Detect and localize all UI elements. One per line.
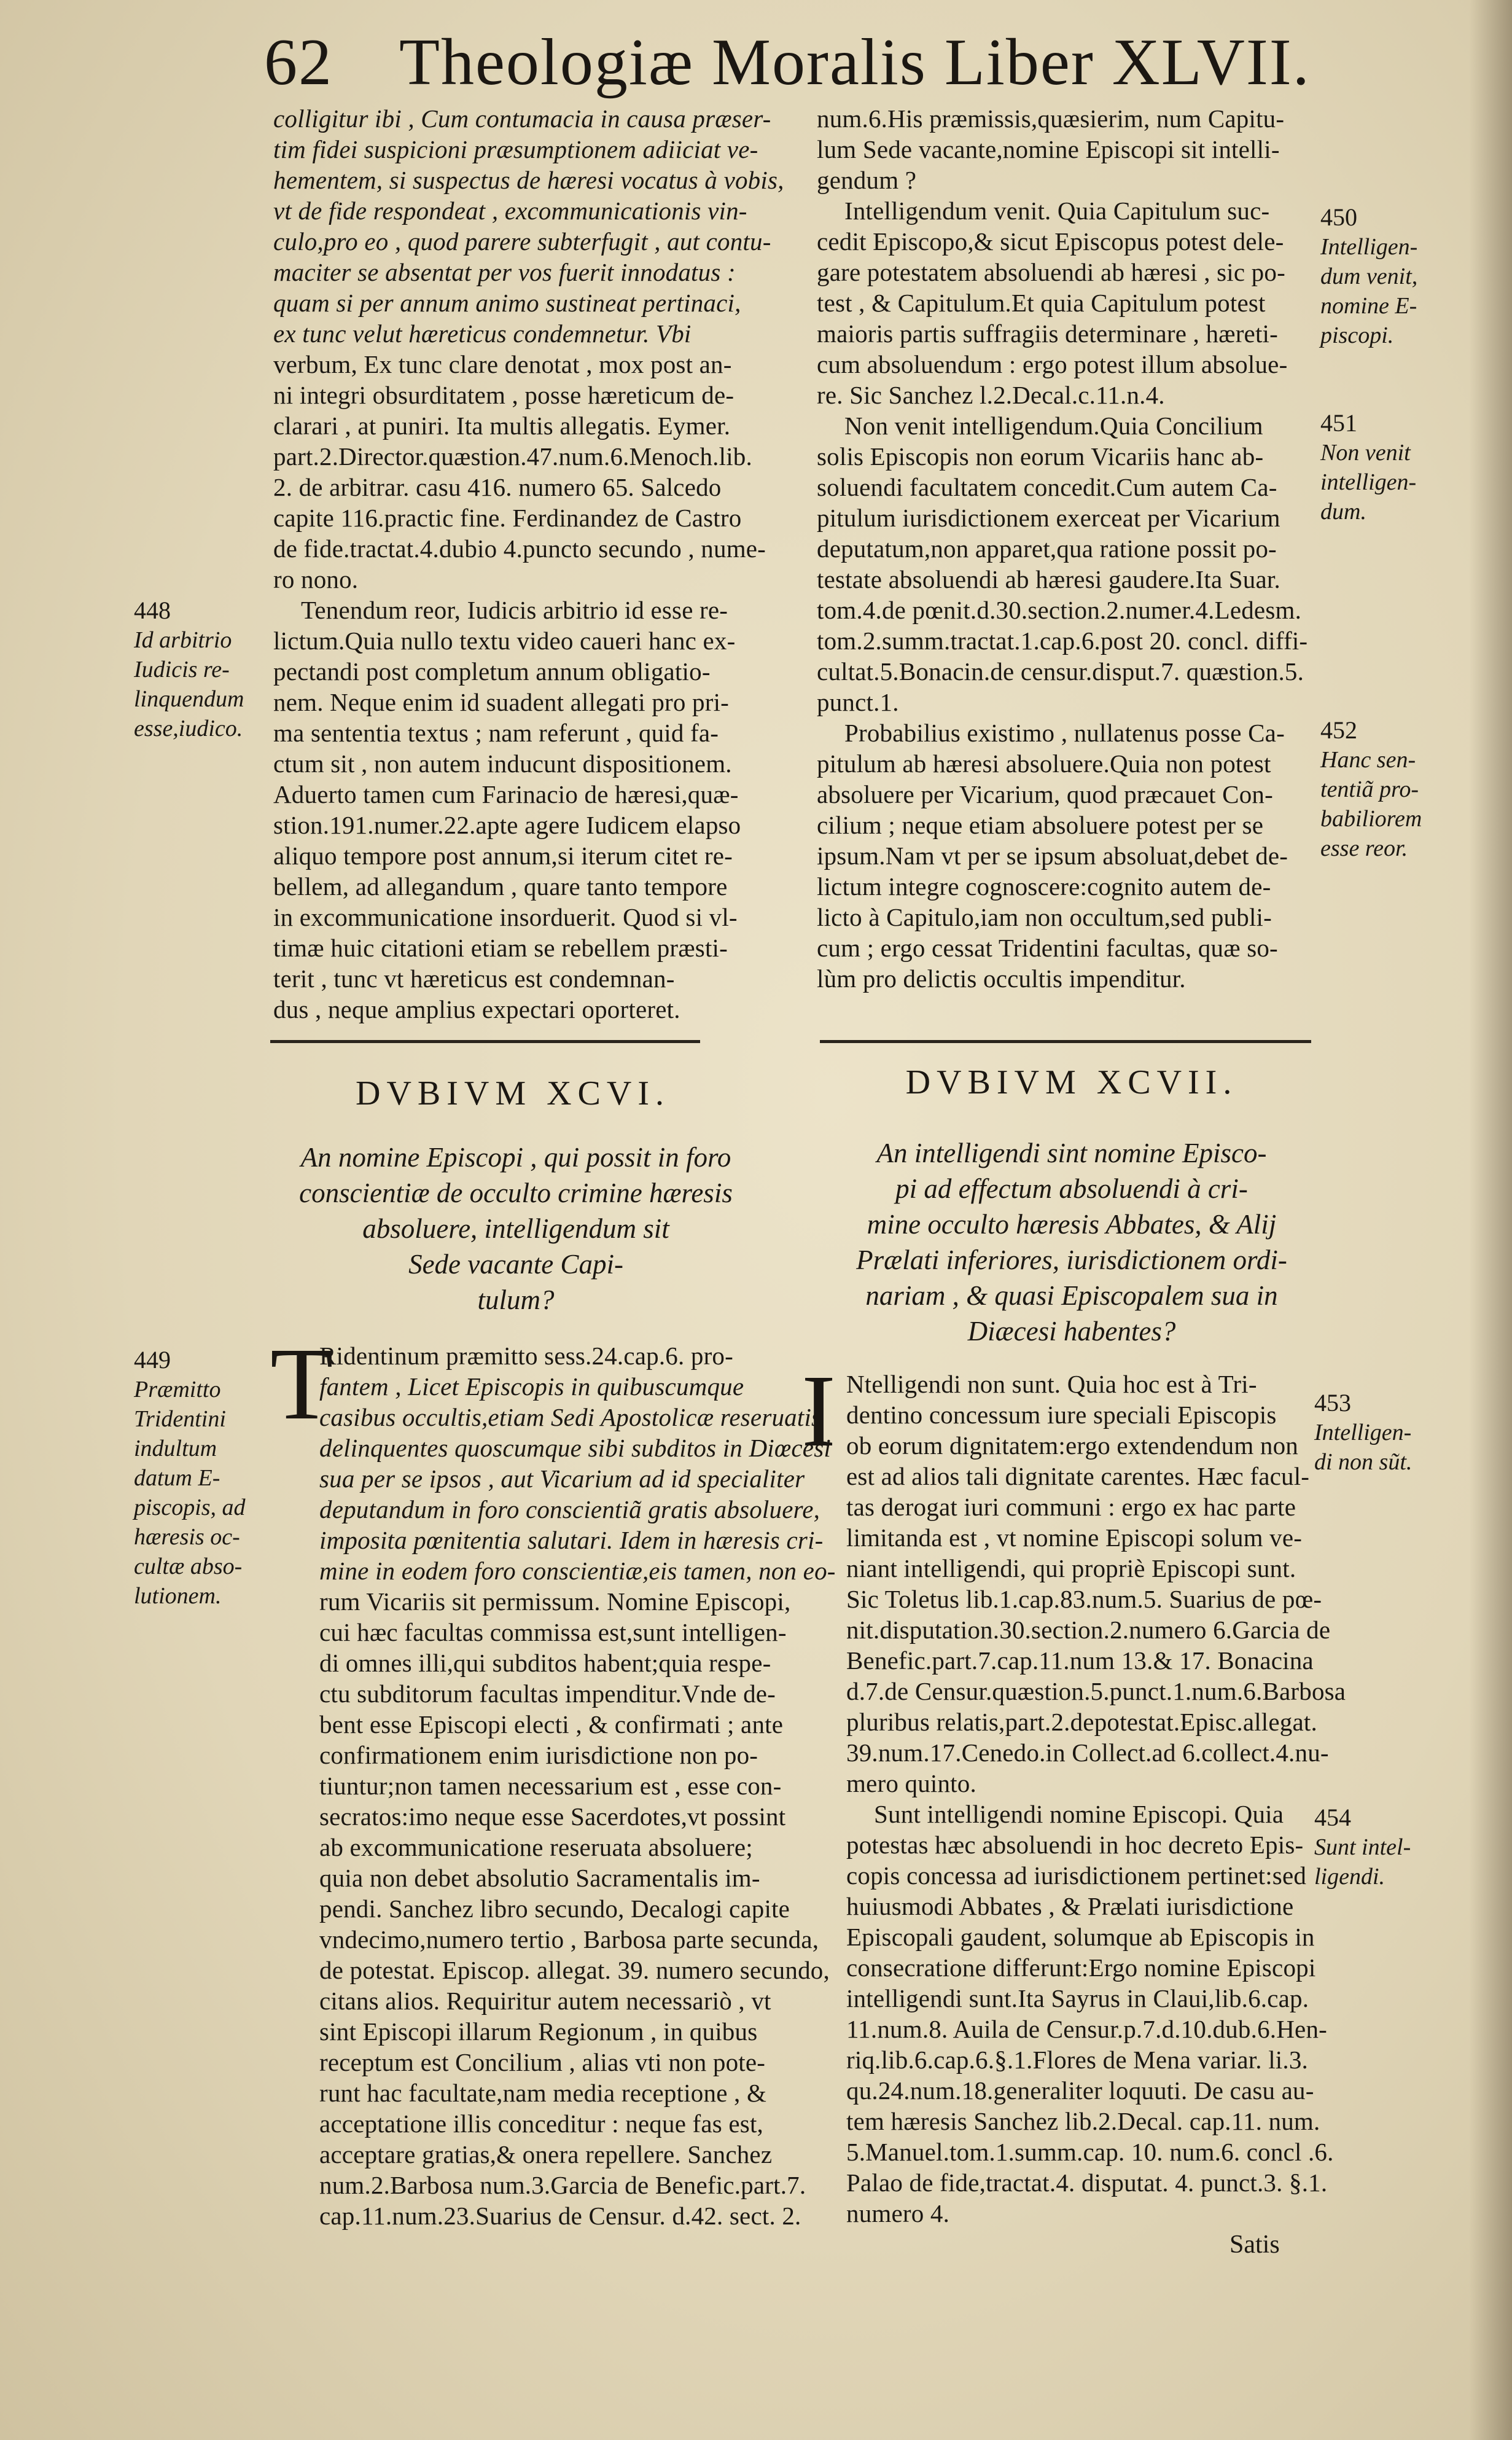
text-line: cedit Episcopo,& sicut Episcopus potest dele- bbox=[817, 227, 1284, 256]
text-line: culo,pro eo , quod parere subterfugit , aut contu- bbox=[273, 227, 771, 256]
text-line: copis concessa ad iurisdictionem pertinet:sed bbox=[846, 1861, 1307, 1890]
margin-note-line: dum venit, bbox=[1320, 264, 1418, 289]
dubium-heading-left: DVBIVM XCVI. bbox=[356, 1074, 670, 1112]
text-line: ctu subditorum facultas impenditur.Vnde de- bbox=[319, 1679, 776, 1708]
text-line: Ridentinum præmitto sess.24.cap.6. pro- bbox=[319, 1342, 733, 1370]
text-line: deputatum,non apparet,qua ratione possit po- bbox=[817, 534, 1277, 563]
text-line: Sede vacante Capi- bbox=[408, 1249, 623, 1280]
text-line: Probabilius existimo , nullatenus posse Ca- bbox=[844, 719, 1285, 747]
text-line: qu.24.num.18.generaliter loquuti. De casu au- bbox=[846, 2076, 1314, 2105]
margin-note-line: hæresis oc- bbox=[134, 1524, 240, 1550]
text-line: vndecimo,numero tertio , Barbosa parte secunda, bbox=[319, 1925, 819, 1953]
text-line: nem. Neque enim id suadent allegati pro pri- bbox=[273, 688, 730, 716]
text-line: quam si per annum animo sustineat pertinaci, bbox=[273, 289, 741, 317]
text-line: Sic Toletus lib.1.cap.83.num.5. Suarius de pœ- bbox=[846, 1585, 1322, 1613]
margin-note-number: 453 bbox=[1314, 1389, 1351, 1417]
text-line: Prælati inferiores, iurisdictionem ordi- bbox=[856, 1245, 1287, 1275]
text-line: secratos:imo neque esse Sacerdotes,vt possint bbox=[319, 1802, 786, 1831]
text-line: 11.num.8. Auila de Censur.p.7.d.10.dub.6.Hen- bbox=[846, 2015, 1327, 2043]
text-line: cum absoluendum : ergo potest illum absolue- bbox=[817, 350, 1288, 378]
margin-note-line: Hanc sen- bbox=[1320, 747, 1416, 773]
dropcap-left: T bbox=[270, 1327, 333, 1441]
page-number: 62 bbox=[264, 26, 333, 99]
text-line: punct.1. bbox=[817, 688, 899, 716]
text-line: bent esse Episcopi electi , & confirmati ; ante bbox=[319, 1710, 784, 1738]
margin-note-449 bbox=[134, 1345, 266, 1611]
text-line: quia non debet absolutio Sacramentalis im- bbox=[319, 1864, 760, 1892]
margin-note-line: Id arbitrio bbox=[134, 627, 232, 653]
margin-note-number: 454 bbox=[1314, 1804, 1351, 1831]
text-line: cum ; ergo cessat Tridentini facultas, quæ so- bbox=[817, 934, 1278, 962]
text-line: clarari , at puniri. Ita multis allegatis. Eymer. bbox=[273, 412, 731, 440]
text-line: cui hæc facultas commissa est,sunt intelligen- bbox=[319, 1618, 787, 1646]
text-line: numero 4. bbox=[846, 2199, 950, 2227]
text-line: soluendi facultatem concedit.Cum autem Ca- bbox=[817, 473, 1277, 501]
margin-note-line: Præmitto bbox=[134, 1377, 221, 1402]
text-line: maioris partis suffragiis determinare , hæreti- bbox=[817, 319, 1278, 348]
margin-note-line: ligendi. bbox=[1314, 1864, 1385, 1890]
text-line: gendum ? bbox=[817, 166, 917, 194]
margin-note-line: piscopi. bbox=[1320, 323, 1394, 348]
page-edge-shadow bbox=[1469, 0, 1512, 2440]
text-line: Sunt intelligendi nomine Episcopi. Quia bbox=[874, 1800, 1284, 1828]
text-line: Episcopali gaudent, solumque ab Episcopis in bbox=[846, 1923, 1315, 1951]
margin-note-line: lutionem. bbox=[134, 1583, 222, 1609]
text-line: pluribus relatis,part.2.depotestat.Episc.allegat. bbox=[846, 1708, 1317, 1736]
margin-note-448 bbox=[134, 596, 266, 743]
text-line: mero quinto. bbox=[846, 1769, 976, 1797]
text-line: Ntelligendi non sunt. Quia hoc est à Tri- bbox=[846, 1370, 1257, 1398]
text-line: ctum sit , non autem inducunt dispositionem. bbox=[273, 749, 732, 778]
text-line: hementem, si suspectus de hæresi vocatus à vobis, bbox=[273, 166, 784, 194]
margin-note-line: Sunt intel- bbox=[1314, 1834, 1411, 1860]
text-line: ma sententia textus ; nam referunt , quid fa- bbox=[273, 719, 719, 747]
text-line: licto à Capitulo,iam non occultum,sed publi- bbox=[817, 903, 1272, 931]
text-line: pitulum iurisdictionem exerceat per Vicarium bbox=[817, 504, 1280, 532]
margin-note-line: Tridentini bbox=[134, 1406, 226, 1432]
text-line: cilium ; neque etiam absoluere potest per se bbox=[817, 811, 1264, 839]
margin-note-line: Iudicis re- bbox=[134, 657, 230, 682]
text-line: test , & Capitulum.Et quia Capitulum potest bbox=[817, 289, 1266, 317]
text-line: verbum, Ex tunc clare denotat , mox post an- bbox=[273, 350, 732, 378]
page-header bbox=[264, 25, 1311, 104]
text-line: 39.num.17.Cenedo.in Collect.ad 6.collect.4.nu- bbox=[846, 1738, 1329, 1767]
left-column-top bbox=[273, 103, 783, 1025]
margin-note-line: indultum bbox=[134, 1436, 217, 1461]
margin-note-line: Intelligen- bbox=[1320, 234, 1418, 260]
margin-note-line: Non venit bbox=[1320, 440, 1411, 466]
text-line: cap.11.num.23.Suarius de Censur. d.42. sect. 2. bbox=[319, 2202, 801, 2230]
margin-note-line: esse reor. bbox=[1320, 835, 1408, 861]
margin-note-number: 452 bbox=[1320, 716, 1357, 744]
text-line: imposita pœnitentia salutari. Idem in hæresis cri- bbox=[319, 1526, 824, 1554]
text-line: dus , neque amplius expectari oporteret. bbox=[273, 995, 680, 1023]
text-line: 2. de arbitrar. casu 416. numero 65. Salcedo bbox=[273, 473, 722, 501]
text-line: d.7.de Censur.quæstion.5.punct.1.num.6.Barbosa bbox=[846, 1677, 1346, 1705]
text-line: niant intelligendi, qui propriè Episcopi sunt. bbox=[846, 1554, 1296, 1582]
text-line: pitulum ab hæresi absoluere.Quia non potest bbox=[817, 749, 1271, 778]
text-line: solis Episcopis non eorum Vicariis hanc ab- bbox=[817, 442, 1264, 471]
text-line: in excommunicatione insorduerit. Quod si vl- bbox=[273, 903, 738, 931]
text-line: consecratione differunt:Ergo nomine Episcopi bbox=[846, 1953, 1316, 1982]
text-line: lictum integre cognoscere:cognito autem de- bbox=[817, 872, 1271, 901]
text-line: potestas hæc absoluendi in hoc decreto Epis- bbox=[846, 1831, 1304, 1859]
text-line: intelligendi sunt.Ita Sayrus in Claui,lib.6.cap. bbox=[846, 1984, 1309, 2012]
text-line: re. Sic Sanchez l.2.Decal.c.11.n.4. bbox=[817, 381, 1165, 409]
margin-note-number: 448 bbox=[134, 596, 171, 624]
text-line: receptum est Concilium , alias vti non pote- bbox=[319, 2048, 766, 2076]
margin-note-line: tentiã pro- bbox=[1320, 776, 1419, 802]
dubium-heading-right: DVBIVM XCVII. bbox=[905, 1063, 1238, 1101]
margin-note-454 bbox=[1314, 1803, 1480, 1891]
right-column-top bbox=[817, 103, 1327, 994]
text-line: ex tunc velut hæreticus condemnetur. Vbi bbox=[273, 319, 692, 348]
text-line: ipsum.Nam vt per se ipsum absoluat,debet de- bbox=[817, 842, 1288, 870]
text-line: colligitur ibi , Cum contumacia in causa præser- bbox=[273, 104, 771, 133]
text-line: bellem, ad allegandum , quare tanto tempore bbox=[273, 872, 728, 901]
text-line: cultat.5.Bonacin.de censur.disput.7. quæstion.5. bbox=[817, 657, 1304, 686]
text-line: timæ huic citationi etiam se rebellem præsti- bbox=[273, 934, 728, 962]
text-line: Tenendum reor, Iudicis arbitrio id esse re- bbox=[301, 596, 728, 624]
text-line: capite 116.practic fine. Ferdinandez de Castro bbox=[273, 504, 742, 532]
text-line: tiuntur;non tamen necessarium est , esse con- bbox=[319, 1772, 782, 1800]
text-line: aliquo tempore post annum,si iterum citet re- bbox=[273, 842, 733, 870]
text-line: absoluere, intelligendum sit bbox=[362, 1213, 669, 1244]
margin-note-450 bbox=[1320, 203, 1480, 350]
text-line: tom.2.summ.tractat.1.cap.6.post 20. concl. diffi- bbox=[817, 627, 1308, 655]
margin-note-line: intelligen- bbox=[1320, 469, 1417, 495]
text-line: lum Sede vacante,nomine Episcopi sit intelli- bbox=[817, 135, 1280, 163]
text-line: gare potestatem absoluendi ab hæresi , sic po- bbox=[817, 258, 1285, 286]
text-line: maciter se absentat per vos fuerit innodatus : bbox=[273, 258, 736, 286]
text-line: testate absoluendi ab hæresi gaudere.Ita Suar. bbox=[817, 565, 1280, 593]
text-line: nariam , & quasi Episcopalem sua in bbox=[865, 1280, 1278, 1311]
text-line: acceptare gratias,& onera repellere. Sanchez bbox=[319, 2140, 773, 2168]
margin-note-line: esse,iudico. bbox=[134, 716, 243, 741]
question-right bbox=[805, 1135, 1339, 1349]
text-line: 5.Manuel.tom.1.summ.cap. 10. num.6. concl .6. bbox=[846, 2138, 1334, 2166]
text-line: nit.disputation.30.section.2.numero 6.Garcia de bbox=[846, 1616, 1331, 1644]
text-line: ab excommunicatione reseruata absoluere; bbox=[319, 1833, 753, 1861]
text-line: stion.191.numer.22.apte agere Iudicem elapso bbox=[273, 811, 741, 839]
text-line: acceptatione illis conceditur : neque fas est, bbox=[319, 2110, 763, 2138]
text-line: vt de fide respondeat , excommunicationis vin- bbox=[273, 197, 747, 225]
margin-note-453 bbox=[1314, 1388, 1480, 1477]
text-line: est ad alios tali dignitate carentes. Hæc facul- bbox=[846, 1462, 1310, 1490]
text-line: Intelligendum venit. Quia Capitulum suc- bbox=[844, 197, 1270, 225]
text-line: terit , tunc vt hæreticus est condemnan- bbox=[273, 964, 675, 993]
text-line: Palao de fide,tractat.4. disputat. 4. punct.3. §.1. bbox=[846, 2168, 1328, 2197]
margin-note-line: di non sũt. bbox=[1314, 1449, 1413, 1475]
text-line: tulum? bbox=[477, 1285, 555, 1315]
text-line: Non venit intelligendum.Quia Concilium bbox=[844, 412, 1263, 440]
margin-note-line: cultæ abso- bbox=[134, 1554, 243, 1579]
margin-note-line: datum E- bbox=[134, 1465, 220, 1491]
text-line: absoluere per Vicarium, quod præcauet Con- bbox=[817, 780, 1273, 808]
text-line: ni integri obsurditatem , posse hæreticum de- bbox=[273, 381, 735, 409]
text-line: An intelligendi sint nomine Episco- bbox=[876, 1138, 1267, 1168]
margin-note-number: 451 bbox=[1320, 409, 1357, 437]
section-rule-left bbox=[270, 1040, 700, 1043]
text-line: di omnes illi,qui subditos habent;quia respe- bbox=[319, 1649, 771, 1677]
text-line: tom.4.de pœnit.d.30.section.2.numer.4.Ledesm. bbox=[817, 596, 1302, 624]
section-rule-right bbox=[820, 1040, 1311, 1043]
margin-note-line: dum. bbox=[1320, 499, 1366, 525]
margin-note-line: babiliorem bbox=[1320, 806, 1422, 832]
text-line: part.2.Director.quæstion.47.num.6.Menoch.lib. bbox=[273, 442, 752, 471]
margin-note-452 bbox=[1320, 716, 1480, 863]
text-line: rum Vicariis sit permissum. Nomine Episcopi, bbox=[319, 1587, 791, 1616]
text-line: ro nono. bbox=[273, 565, 359, 593]
text-line: tim fidei suspicioni præsumptionem adiiciat ve- bbox=[273, 135, 758, 163]
text-line: casibus occultis,etiam Sedi Apostolicæ reseruatis bbox=[319, 1403, 822, 1431]
text-line: de fide.tractat.4.dubio 4.puncto secundo , nume- bbox=[273, 534, 766, 563]
dropcap-right: I bbox=[801, 1354, 836, 1468]
text-line: num.6.His præmissis,quæsierim, num Capitu- bbox=[817, 104, 1285, 133]
text-line: runt hac facultate,nam media receptione , & bbox=[319, 2079, 767, 2107]
margin-note-number: 449 bbox=[134, 1346, 171, 1374]
text-line: pectandi post completum annum obligatio- bbox=[273, 657, 711, 686]
text-line: sua per se ipsos , aut Vicarium ad id specialiter bbox=[319, 1464, 805, 1493]
margin-note-line: linquendum bbox=[134, 686, 244, 712]
text-line: Diæcesi habentes? bbox=[967, 1316, 1176, 1347]
text-line: deputandum in foro conscientiã gratis absoluere, bbox=[319, 1495, 820, 1523]
text-line: ob eorum dignitatem:ergo extendendum non bbox=[846, 1431, 1298, 1460]
margin-note-line: nomine E- bbox=[1320, 293, 1417, 319]
running-title: Theologiæ Moralis Liber XLVII. bbox=[399, 26, 1311, 99]
text-line: huiusmodi Abbates , & Prælati iurisdictione bbox=[846, 1892, 1294, 1920]
margin-note-line: Intelligen- bbox=[1314, 1420, 1412, 1445]
text-line: Aduerto tamen cum Farinacio de hæresi,quæ- bbox=[273, 780, 739, 808]
text-line: pi ad effectum absoluendi à cri- bbox=[895, 1173, 1248, 1204]
text-line: sint Episcopi illarum Regionum , in quibus bbox=[319, 2017, 758, 2046]
text-line: citans alios. Requiritur autem necessariò , vt bbox=[319, 1987, 771, 2015]
text-line: de potestat. Episcop. allegat. 39. numero secundo, bbox=[319, 1956, 830, 1984]
text-line: mine in eodem foro conscientiæ,eis tamen, non eo- bbox=[319, 1557, 836, 1585]
text-line: pendi. Sanchez libro secundo, Decalogi capite bbox=[319, 1895, 790, 1923]
text-line: num.2.Barbosa num.3.Garcia de Benefic.part.7. bbox=[319, 2171, 806, 2199]
text-line: conscientiæ de occulto crimine hæresis bbox=[299, 1178, 733, 1208]
margin-note-451 bbox=[1320, 409, 1480, 526]
text-line: mine occulto hæresis Abbates, & Alij bbox=[867, 1209, 1277, 1240]
text-line: tas derogat iuri communi : ergo ex hac parte bbox=[846, 1493, 1296, 1521]
text-line: limitanda est , vt nomine Episcopi solum ve- bbox=[846, 1523, 1303, 1552]
text-line: dentino concessum iure speciali Episcopis bbox=[846, 1401, 1277, 1429]
text-line: Benefic.part.7.cap.11.num 13.& 17. Bonacina bbox=[846, 1646, 1314, 1675]
text-line: An nomine Episcopi , qui possit in foro bbox=[300, 1142, 731, 1173]
left-column-body bbox=[319, 1340, 836, 2231]
text-line: confirmationem enim iurisdictione non po- bbox=[319, 1741, 758, 1769]
text-line: lùm pro delictis occultis impenditur. bbox=[817, 964, 1186, 993]
text-line: delinquentes quoscumque sibi subditos in Diœcesi bbox=[319, 1434, 831, 1462]
text-line: riq.lib.6.cap.6.§.1.Flores de Mena variar. li.3. bbox=[846, 2046, 1308, 2074]
question-left bbox=[258, 1140, 774, 1318]
text-line: fantem , Licet Episcopis in quibuscumque bbox=[319, 1372, 744, 1401]
text-line: tem hæresis Sanchez lib.2.Decal. cap.11. num. bbox=[846, 2107, 1320, 2135]
catchword: Satis bbox=[1229, 2231, 1280, 2259]
margin-note-line: piscopis, ad bbox=[134, 1495, 246, 1520]
text-line: lictum.Quia nullo textu video caueri hanc ex- bbox=[273, 627, 736, 655]
margin-note-number: 450 bbox=[1320, 203, 1357, 231]
